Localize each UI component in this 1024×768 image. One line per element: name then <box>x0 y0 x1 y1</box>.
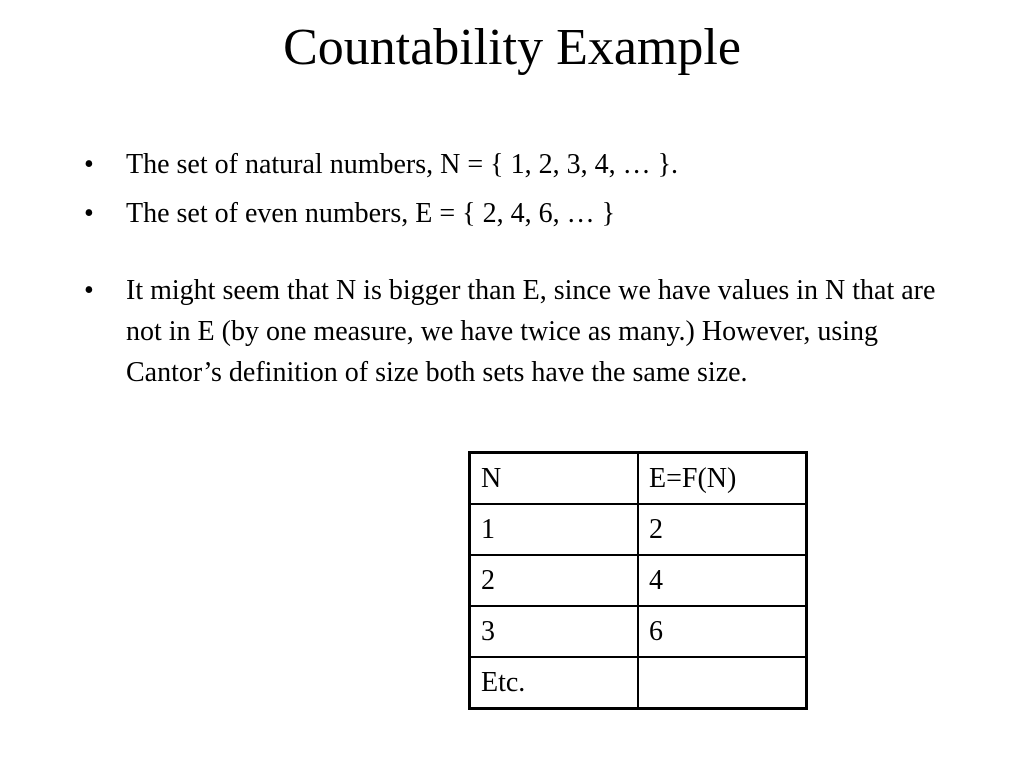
table-cell-n: 2 <box>470 555 639 606</box>
bullet-cantor-explanation <box>84 270 954 393</box>
bullet-text: The set of even numbers, E = { 2, 4, 6, … } <box>126 198 616 229</box>
table-row <box>470 504 807 555</box>
bullet-icon: • <box>84 275 94 306</box>
table-header-e: E=F(N) <box>638 453 807 505</box>
table-cell-e: 2 <box>638 504 807 555</box>
table-cell-n: 1 <box>470 504 639 555</box>
slide-title: Countability Example <box>283 19 741 76</box>
bullet-natural-numbers <box>84 144 954 185</box>
table-cell-n: 3 <box>470 606 639 657</box>
table-cell-e: 4 <box>638 555 807 606</box>
table-row <box>470 606 807 657</box>
table-cell-n: Etc. <box>470 657 639 709</box>
table-row <box>470 657 807 709</box>
bullet-even-numbers <box>84 193 954 234</box>
table-header-row <box>470 453 807 505</box>
table-cell-e <box>638 657 807 709</box>
bullet-icon: • <box>84 149 94 180</box>
bullet-text: The set of natural numbers, N = { 1, 2, 3, 4, … }. <box>126 149 679 180</box>
table-header-n: N <box>470 453 639 505</box>
bullet-icon: • <box>84 198 94 229</box>
bullet-list <box>84 144 954 401</box>
mapping-table <box>468 451 808 710</box>
bullet-text: It might seem that N is bigger than E, since we have values in N that are not in E (by one measure, we have twice as many.) However, using Cantor’s definition of size both sets have the same size. <box>126 275 936 388</box>
table-cell-e: 6 <box>638 606 807 657</box>
table-row <box>470 555 807 606</box>
